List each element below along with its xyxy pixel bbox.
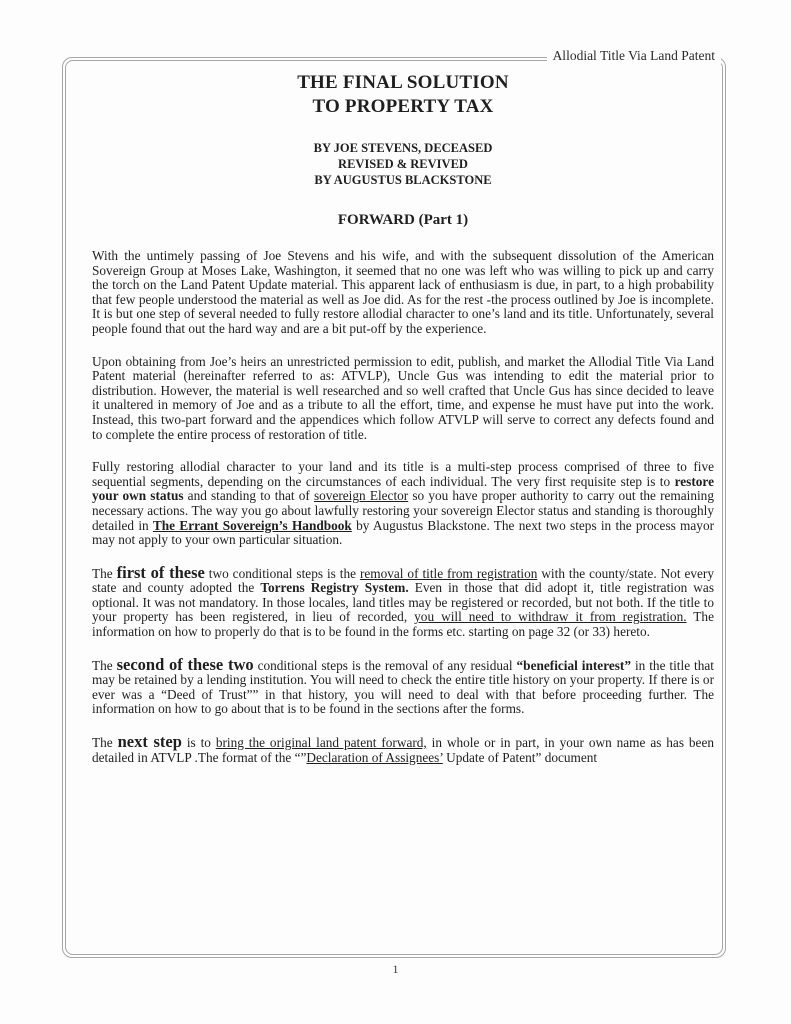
section-heading: FORWARD (Part 1) [337,212,469,228]
paragraph-5: The second of these two conditional steps is the removal of any residual “beneficial interest” in the title that may be retained by a lending institution. You will need to check the entire title history on your property. If there is or ever was a “Deed of Trust”” in that history, you will need to deal with that before proceeding further. The information on how to go about that is to be found in the sections after the forms. [92,654,714,717]
page-content-area [65,60,723,955]
byline-revised: REVISED & REVIVED [338,157,468,171]
document-title-line2: TO PROPERTY TAX [312,96,494,117]
paragraph-4: The first of these two conditional steps is the removal of title from registration with the county/state. Not every state and county adopted the Torrens Registry System. Even in those that did adopt it, title registration was optional. It was not mandatory. In those locales, land titles may be registered or recorded, but not both. If the title to your property has been registered, in lieu of recorded, you will need to withdraw it from registration. The information on how to properly do that is to be found in the forms etc. starting on page 32 (or 33) hereto. [92,562,714,640]
byline-block [92,140,714,188]
byline-reviser: BY AUGUSTUS BLACKSTONE [314,173,492,187]
paragraph-3: Fully restoring allodial character to your land and its title is a multi-step process comprised of three to five sequential segments, depending on the circumstances of each individual. The very first requisite step is to restore your own status and standing to that of sovereign Elector so you have proper authority to carry out the remaining necessary actions. The way you go about lawfully restoring your sovereign Elector status and standing is thoroughly detailed in The Errant Sovereign’s Handbook by Augustus Blackstone. The next two steps in the process mayor may not apply to your own particular situation. [92,459,715,548]
body-copy [92,249,714,765]
paragraph-1: With the untimely passing of Joe Stevens and his wife, and with the subsequent dissolution of the American Sovereign Group at Moses Lake, Washington, it seemed that no one was left who was willing to pick up and carry the torch on the Land Patent Update material. This apparent lack of enthusiasm is due, in part, to a high probability that few people understood the material as well as Joe did. As for the rest -the process outlined by Joe is incomplete. It is but one step of several needed to fully restore allodial character to one’s land and its title. Unfortunately, several people found that out the hard way and are a bit put-off by the experience. [92,248,714,336]
document-title [92,71,714,119]
page-number: 1 [392,962,399,976]
corner-label: Allodial Title Via Land Patent [547,48,721,64]
document-title-line1: THE FINAL SOLUTION [297,72,509,93]
paragraph-6: The next step is to bring the original land patent forward, in whole or in part, in your own name as has been detailed in ATVLP .The format of the “”Declaration of Assignees’ Update of Patent” document [92,732,714,765]
page-border-frame [62,57,726,958]
byline-author: BY JOE STEVENS, DECEASED [313,141,493,155]
paragraph-2: Upon obtaining from Joe’s heirs an unrestricted permission to edit, publish, and market the Allodial Title Via Land Patent material (hereinafter referred to as: ATVLP), Uncle Gus was intending to edit the material prior to distribution. However, the material is well researched and so well crafted that Uncle Gus has since decided to leave it unaltered in memory of Joe and as a tribute to all the effort, time, and expense he must have put into the work. Instead, this two-part forward and the appendices which follow ATVLP will serve to correct any defects found and to complete the entire process of restoration of title. [92,353,714,442]
